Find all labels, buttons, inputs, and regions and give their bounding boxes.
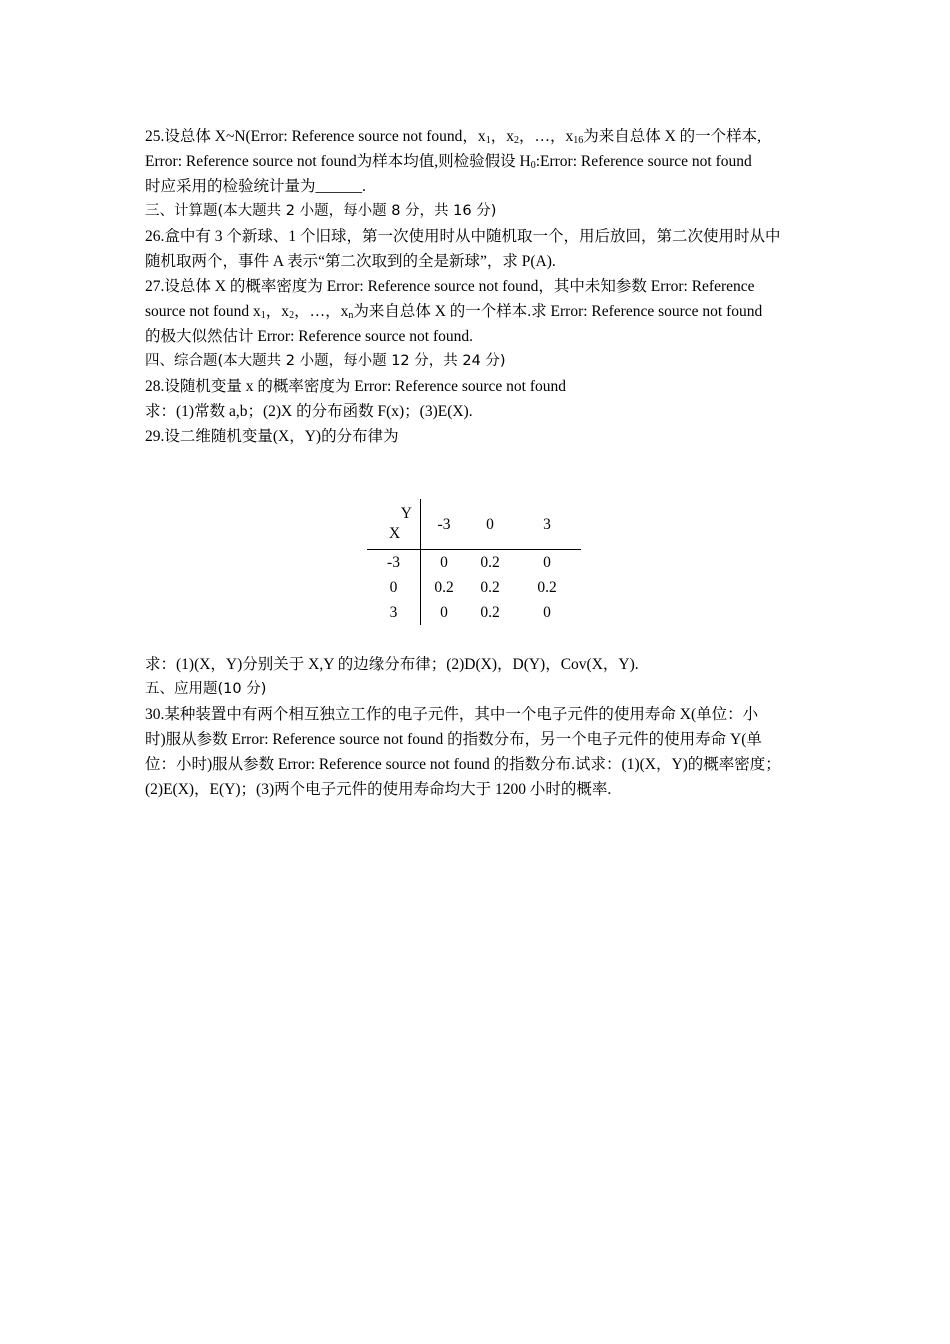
subscript: 1 bbox=[485, 135, 491, 146]
table-cell: 0.2 bbox=[434, 579, 454, 596]
q30-line-2: 时)服从参数 Error: Reference source not found 的指数分布，另一个电子元件的使用寿命 Y(单 bbox=[145, 731, 762, 748]
column-header: 3 bbox=[513, 499, 581, 550]
q27-line-2 bbox=[145, 299, 810, 324]
table-cell: 0 bbox=[440, 554, 448, 571]
q25-line-2 bbox=[145, 149, 810, 174]
q25-text: 25.设总体 X~N(Error: Reference source not found，x bbox=[145, 128, 486, 145]
q28-line-1: 28.设随机变量 x 的概率密度为 Error: Reference source not found bbox=[145, 378, 566, 395]
q27-text: source not found x bbox=[145, 303, 261, 320]
q28-line-2: 求：(1)常数 a,b；(2)X 的分布函数 F(x)；(3)E(X). bbox=[145, 403, 473, 420]
table-row bbox=[367, 575, 581, 600]
row-header: 3 bbox=[367, 600, 421, 625]
q25-text: 为来自总体 X 的一个样本, bbox=[583, 128, 762, 145]
table-cell: 0 bbox=[440, 604, 448, 621]
table-header-row bbox=[367, 499, 581, 550]
q27-text: ，x bbox=[265, 303, 290, 320]
q25-text: :Error: Reference source not found bbox=[535, 153, 752, 170]
subscript: 0 bbox=[530, 160, 536, 171]
q27-line-3: 的极大似然估计 Error: Reference source not found. bbox=[145, 328, 473, 345]
q27-text: 为来自总体 X 的一个样本.求 Error: Reference source not found bbox=[353, 303, 763, 320]
q30-line-1: 30.某种装置中有两个相互独立工作的电子元件，其中一个电子元件的使用寿命 X(单位：小 bbox=[145, 706, 759, 723]
table-cell: 0 bbox=[543, 604, 551, 621]
subscript: 1 bbox=[260, 310, 266, 321]
distribution-table bbox=[367, 499, 582, 625]
q25-text: Error: Reference source not found为样本均值,则检验假设 H bbox=[145, 153, 531, 170]
corner-x-label: X bbox=[389, 525, 401, 542]
corner-y-label: Y bbox=[400, 505, 412, 522]
table-cell: 0.2 bbox=[537, 579, 557, 596]
subscript: n bbox=[348, 310, 354, 321]
q25-line-3: 时应采用的检验统计量为______. bbox=[145, 178, 366, 195]
subscript: 2 bbox=[513, 135, 519, 146]
q30-line-4: (2)E(X)，E(Y)；(3)两个电子元件的使用寿命均大于 1200 小时的概率. bbox=[145, 781, 612, 798]
table-cell: 0 bbox=[543, 554, 551, 571]
exam-page bbox=[145, 124, 810, 802]
q27-line-1: 27.设总体 X 的概率密度为 Error: Reference source not found，其中未知参数 Error: Reference bbox=[145, 278, 755, 295]
subscript: 2 bbox=[289, 310, 295, 321]
subscript: 16 bbox=[573, 135, 584, 146]
q29-line-1: 29.设二维随机变量(X，Y)的分布律为 bbox=[145, 428, 399, 445]
table-cell: 0.2 bbox=[480, 554, 500, 571]
table-corner-cell bbox=[367, 499, 421, 550]
section-4-heading: 四、综合题(本大题共 2 小题，每小题 12 分，共 24 分) bbox=[145, 353, 506, 369]
column-header: -3 bbox=[421, 499, 468, 550]
q29-line-2: 求：(1)(X，Y)分别关于 X,Y 的边缘分布律；(2)D(X)，D(Y)，Cov(X，Y). bbox=[145, 656, 639, 673]
row-header: 0 bbox=[367, 575, 421, 600]
q27-text: ，…，x bbox=[294, 303, 349, 320]
q30-line-3: 位：小时)服从参数 Error: Reference source not found 的指数分布.试求：(1)(X，Y)的概率密度； bbox=[145, 756, 781, 773]
section-3-heading: 三、计算题(本大题共 2 小题，每小题 8 分，共 16 分) bbox=[145, 203, 497, 219]
q26-line-1: 26.盒中有 3 个新球、1 个旧球，第一次使用时从中随机取一个，用后放回，第二次使用时从中 bbox=[145, 228, 781, 245]
section-5-heading: 五、应用题(10 分) bbox=[145, 681, 267, 697]
table-row bbox=[367, 600, 581, 625]
q26-line-2: 随机取两个，事件 A 表示“第二次取到的全是新球”，求 P(A). bbox=[145, 253, 556, 270]
q25-line-1 bbox=[145, 124, 810, 149]
distribution-grid bbox=[367, 499, 581, 625]
column-header: 0 bbox=[467, 499, 513, 550]
table-row bbox=[367, 550, 581, 576]
table-cell: 0.2 bbox=[480, 579, 500, 596]
table-cell: 0.2 bbox=[480, 604, 500, 621]
q25-text: ，x bbox=[490, 128, 514, 145]
q25-text: ，…，x bbox=[518, 128, 574, 145]
row-header: -3 bbox=[367, 550, 421, 576]
